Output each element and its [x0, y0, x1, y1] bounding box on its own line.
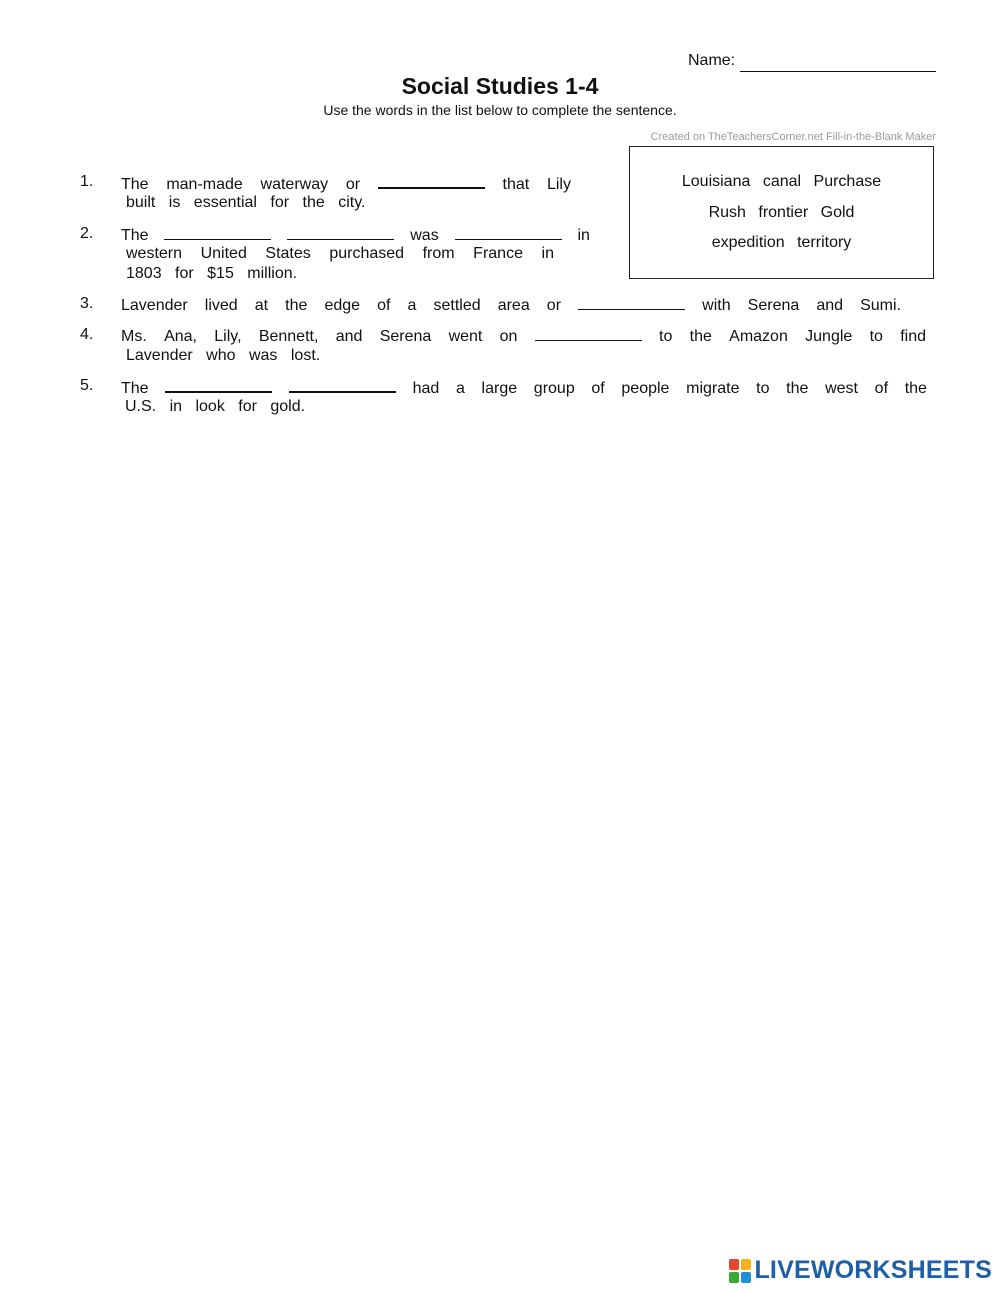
question-word: a	[455, 380, 465, 397]
question-word: Amazon	[729, 328, 788, 345]
question-word: of	[874, 380, 889, 397]
question-word: with	[702, 297, 731, 314]
question-word: purchased	[329, 245, 405, 262]
question-word: that	[502, 176, 530, 193]
question-word: Sumi.	[860, 297, 901, 314]
question-word: on	[499, 328, 518, 345]
liveworksheets-logo	[729, 1256, 992, 1285]
word-bank-row: Louisiana canal Purchase	[681, 173, 882, 190]
question-word: migrate	[686, 380, 740, 397]
instructions: Use the words in the list below to complete the sentence.	[323, 102, 677, 118]
question-word: the	[285, 297, 308, 314]
question-5-line	[121, 377, 927, 398]
question-word: waterway	[260, 176, 329, 193]
question-word: Ana,	[164, 328, 197, 345]
question-word: Ms.	[121, 328, 147, 345]
question-word: area	[497, 297, 530, 314]
name-input-line[interactable]	[740, 71, 936, 72]
question-word: settled	[433, 297, 481, 314]
answer-blank[interactable]	[578, 295, 685, 310]
question-word: lived	[204, 297, 238, 314]
question-word: Lily,	[214, 328, 242, 345]
question-1-line	[121, 173, 571, 194]
question-word: group	[533, 380, 575, 397]
question-word: was	[410, 227, 439, 244]
word-bank-row: Rush frontier Gold	[708, 204, 855, 221]
question-word: man-made	[166, 176, 243, 193]
question-word: The	[121, 227, 149, 244]
question-word: United	[200, 245, 247, 262]
question-number: 1.	[80, 173, 94, 190]
question-number: 3.	[80, 295, 94, 312]
page-title: Social Studies 1-4	[401, 73, 599, 99]
question-word: the	[786, 380, 809, 397]
answer-blank[interactable]	[164, 225, 271, 240]
question-word: Serena	[379, 328, 432, 345]
question-5-line-2: U.S. in look for gold.	[125, 398, 306, 415]
logo-square	[729, 1272, 739, 1283]
question-1-line-2: built is essential for the city.	[126, 194, 366, 211]
question-word: west	[825, 380, 858, 397]
question-3-line	[121, 295, 901, 315]
question-word: or	[546, 297, 562, 314]
question-word: of	[377, 297, 391, 314]
logo-square	[741, 1259, 751, 1270]
question-word: France	[473, 245, 523, 262]
question-number: 4.	[80, 326, 94, 343]
question-word: Serena	[747, 297, 800, 314]
question-4-line	[121, 326, 926, 346]
logo-square	[741, 1272, 751, 1283]
question-number: 2.	[80, 225, 94, 242]
question-word: to	[659, 328, 673, 345]
question-word: to	[756, 380, 770, 397]
question-word: or	[345, 176, 361, 193]
question-word: went	[448, 328, 483, 345]
logo-square	[729, 1259, 739, 1270]
logo-text: LIVEWORKSHEETS	[754, 1256, 992, 1284]
question-word: Lavender	[121, 297, 188, 314]
question-2-line-2	[126, 245, 554, 263]
word-bank-row: expedition territory	[711, 234, 852, 251]
question-word: large	[481, 380, 518, 397]
question-word: Bennett,	[258, 328, 319, 345]
question-2-line	[121, 225, 590, 245]
question-2-line-3: 1803 for $15 million.	[126, 265, 298, 282]
question-word: and	[816, 297, 844, 314]
question-word: The	[121, 176, 149, 193]
question-word: edge	[324, 297, 361, 314]
answer-blank[interactable]	[535, 326, 642, 341]
question-word: at	[254, 297, 269, 314]
question-word: Jungle	[805, 328, 853, 345]
question-word: a	[407, 297, 417, 314]
question-number: 5.	[80, 377, 94, 394]
answer-blank[interactable]	[455, 225, 562, 240]
question-word: Lily	[546, 176, 571, 193]
logo-mark-icon	[729, 1259, 751, 1283]
question-word: had	[412, 380, 440, 397]
question-word: of	[591, 380, 605, 397]
question-word: and	[335, 328, 363, 345]
question-word: in	[541, 245, 554, 262]
name-label: Name:	[688, 52, 736, 69]
question-word: find	[900, 328, 926, 345]
credit-text: Created on TheTeachersCorner.net Fill-in-the-Blank Maker	[650, 131, 936, 143]
question-word: to	[869, 328, 883, 345]
question-word: western	[126, 245, 183, 262]
question-word: the	[689, 328, 712, 345]
answer-blank[interactable]	[165, 377, 272, 393]
question-word: States	[265, 245, 311, 262]
question-word: people	[621, 380, 670, 397]
question-word: The	[121, 380, 149, 397]
answer-blank[interactable]	[287, 225, 394, 240]
question-word: from	[422, 245, 455, 262]
question-word: the	[904, 380, 927, 397]
question-word: in	[577, 227, 590, 244]
question-4-line-2: Lavender who was lost.	[126, 347, 321, 364]
answer-blank[interactable]	[378, 173, 485, 189]
answer-blank[interactable]	[289, 377, 396, 393]
